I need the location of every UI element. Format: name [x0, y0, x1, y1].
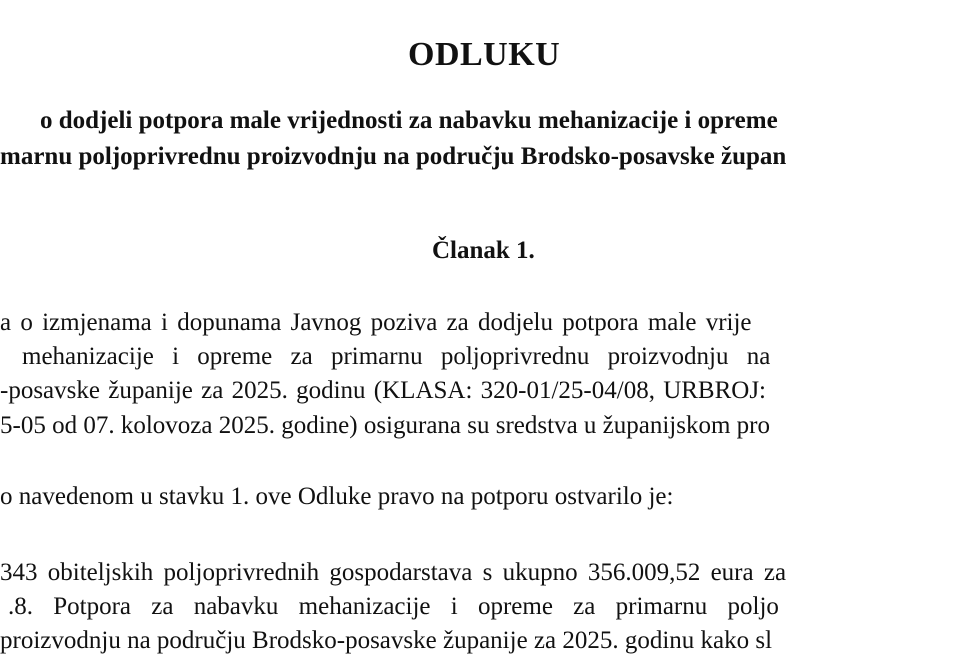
paragraph3-line-3: proizvodnju na području Brodsko-posavske županije za 2025. godinu kako sl	[0, 627, 773, 654]
paragraph1-line-2: mehanizacije i opreme za primarnu poljoprivrednu proizvodnju na	[22, 343, 771, 370]
document-title: ODLUKU	[408, 36, 561, 73]
paragraph1-line-1: a o izmjenama i dopunama Javnog poziva za dodjelu potpora male vrije	[0, 309, 752, 336]
subtitle-line-1: o dodjeli potpora male vrijednosti za nabavku mehanizacije i opreme	[40, 107, 778, 134]
paragraph2-line: o navedenom u stavku 1. ove Odluke pravo na potporu ostvarilo je:	[0, 483, 674, 510]
paragraph1-line-3: -posavske županije za 2025. godinu (KLASA: 320-01/25-04/08, URBROJ:	[0, 377, 767, 404]
subtitle-line-2: marnu poljoprivrednu proizvodnju na području Brodsko-posavske župan	[0, 143, 787, 170]
article-heading: Članak 1.	[432, 237, 535, 264]
paragraph1-line-4: 5-05 od 07. kolovoza 2025. godine) osigurana su sredstva u županijskom pro	[0, 412, 771, 439]
paragraph3-line-1: 343 obiteljskih poljoprivrednih gospodarstava s ukupno 356.009,52 eura za	[0, 559, 787, 586]
paragraph3-line-2: .8. Potpora za nabavku mehanizacije i opreme za primarnu poljo	[8, 593, 779, 620]
